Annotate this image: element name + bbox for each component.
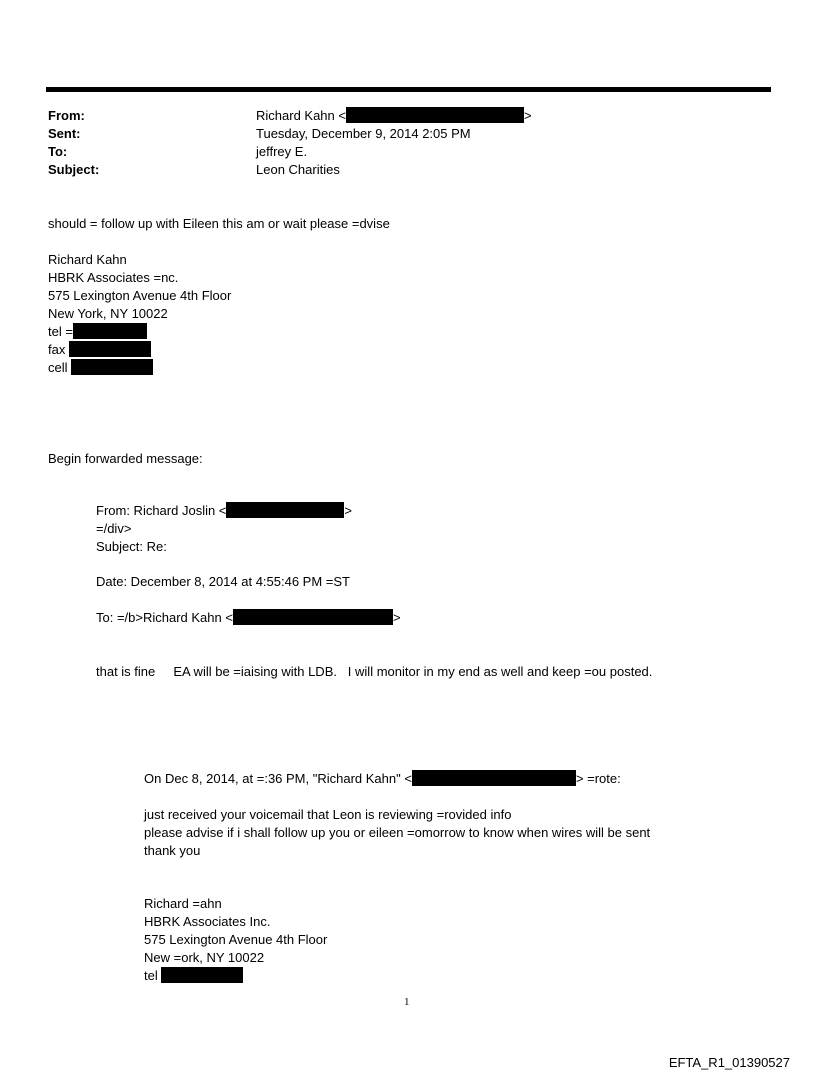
signature-name: Richard Kahn bbox=[48, 252, 127, 267]
quoted-signature-name: Richard =ahn bbox=[144, 896, 222, 911]
signature-cell bbox=[48, 359, 153, 377]
forward-intro: Begin forwarded message: bbox=[48, 451, 203, 466]
redaction-box bbox=[71, 359, 153, 375]
document-id: EFTA_R1_01390527 bbox=[668, 1055, 790, 1070]
quoted-signature-tel bbox=[144, 967, 243, 985]
quoted-signature-city: New =ork, NY 10022 bbox=[144, 950, 265, 965]
to-label: To: bbox=[48, 144, 68, 159]
tel-label: tel = bbox=[48, 324, 73, 339]
from-label: From: bbox=[48, 108, 85, 123]
body-line: should = follow up with Eileen this am or wait please =dvise bbox=[48, 216, 390, 231]
redaction-box bbox=[69, 341, 151, 357]
forwarded-from-text: From: Richard Joslin < bbox=[96, 503, 227, 518]
from-close: > bbox=[523, 108, 532, 123]
quoted-intro-text: On Dec 8, 2014, at =:36 PM, "Richard Kahn" < bbox=[144, 771, 412, 786]
redaction-box bbox=[233, 609, 393, 625]
signature-address: 575 Lexington Avenue 4th Floor bbox=[48, 288, 232, 303]
forwarded-from bbox=[96, 502, 352, 520]
quoted-intro bbox=[144, 770, 621, 788]
to-value: jeffrey E. bbox=[256, 144, 308, 159]
signature-company: HBRK Associates =nc. bbox=[48, 270, 179, 285]
cell-label: cell bbox=[48, 360, 68, 375]
quoted-line: please advise if i shall follow up you or eileen =omorrow to know when wires will be sent bbox=[144, 825, 651, 840]
sent-label: Sent: bbox=[48, 126, 81, 141]
forwarded-date: Date: December 8, 2014 at 4:55:46 PM =ST bbox=[96, 574, 351, 589]
from-value bbox=[256, 107, 532, 125]
signature-tel bbox=[48, 323, 147, 341]
quoted-signature-address: 575 Lexington Avenue 4th Floor bbox=[144, 932, 328, 947]
forwarded-to bbox=[96, 609, 401, 627]
redaction-box bbox=[346, 107, 524, 123]
quoted-line: just received your voicemail that Leon is reviewing =rovided info bbox=[144, 807, 512, 822]
fax-label: fax bbox=[48, 342, 66, 357]
redaction-box bbox=[226, 502, 344, 518]
subject-value: Leon Charities bbox=[256, 162, 340, 177]
forwarded-div: =/div> bbox=[96, 521, 132, 536]
quoted-tel-label: tel bbox=[144, 968, 158, 983]
quoted-intro-close: > =rote: bbox=[575, 771, 621, 786]
sent-value: Tuesday, December 9, 2014 2:05 PM bbox=[256, 126, 471, 141]
subject-label: Subject: bbox=[48, 162, 100, 177]
redaction-box bbox=[412, 770, 576, 786]
page-number: 1 bbox=[404, 996, 410, 1008]
from-name: Richard Kahn < bbox=[256, 108, 346, 123]
forwarded-to-text: To: =/b>Richard Kahn < bbox=[96, 610, 233, 625]
signature-fax bbox=[48, 341, 151, 359]
forwarded-from-close: > bbox=[344, 503, 352, 518]
header-rule bbox=[46, 87, 771, 92]
signature-city: New York, NY 10022 bbox=[48, 306, 168, 321]
redaction-box bbox=[73, 323, 147, 339]
quoted-signature-company: HBRK Associates Inc. bbox=[144, 914, 271, 929]
redaction-box bbox=[161, 967, 243, 983]
forwarded-subject: Subject: Re: bbox=[96, 539, 167, 554]
forwarded-message: that is fine EA will be =iaising with LDB. I will monitor in my end as well and keep =ou posted. bbox=[96, 664, 653, 679]
forwarded-to-close: > bbox=[392, 610, 401, 625]
quoted-line: thank you bbox=[144, 843, 201, 858]
